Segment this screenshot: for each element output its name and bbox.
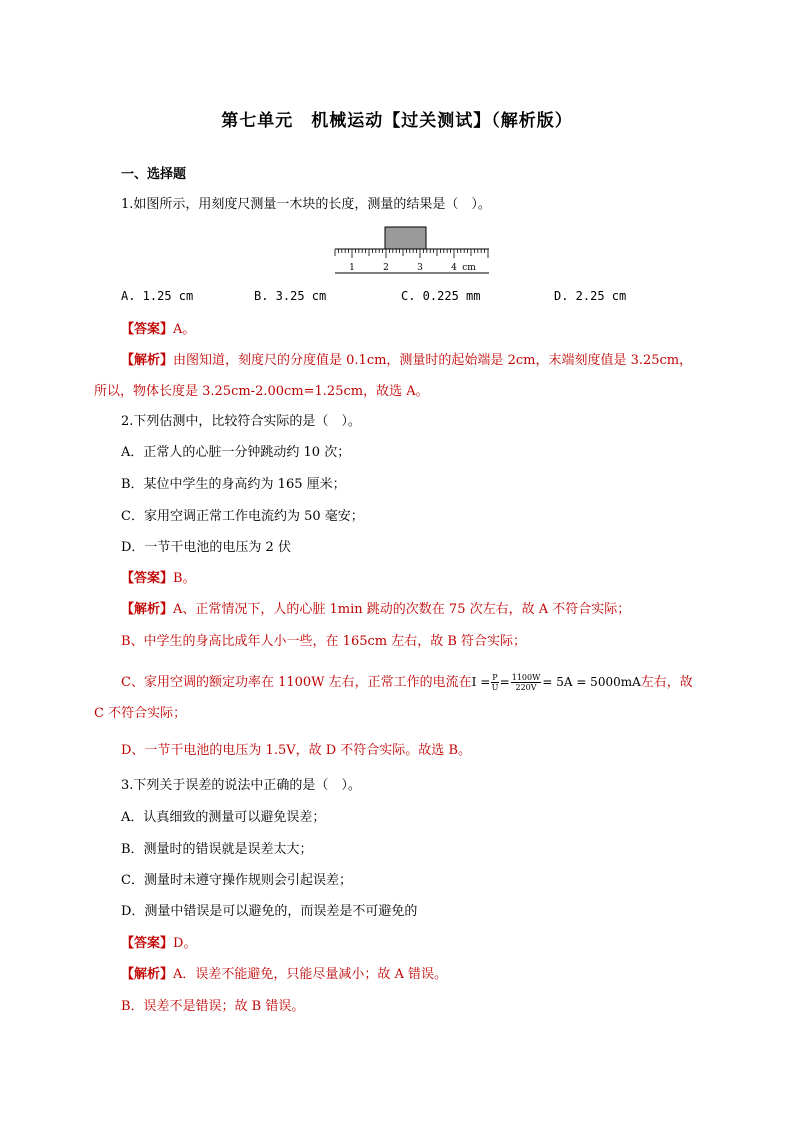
- q3-option-c: C．测量时未遵守操作规则会引起误差；: [121, 873, 352, 888]
- q3-option-d: D．测量中错误是可以避免的，而误差是不可避免的: [121, 904, 418, 919]
- q1-option-b: B. 3.25 cm: [254, 289, 327, 303]
- analysis-label: 【解析】: [121, 353, 174, 368]
- q2-stem: 2.下列估测中，比较符合实际的是（ ）。: [121, 414, 361, 429]
- q1-option-c: C. 0.225 mm: [401, 289, 481, 303]
- q2-analysis-c-line2: C 不符合实际；: [94, 706, 187, 721]
- wooden-block: [385, 227, 426, 249]
- ruler-label-1: 1: [349, 263, 355, 273]
- formula-den: 220V: [515, 683, 537, 692]
- q3-option-b: B．测量时的错误就是误差太大；: [121, 842, 313, 857]
- q1-analysis-line2: 所以，物体长度是 3.25cm-2.00cm=1.25cm，故选 A。: [94, 384, 429, 399]
- q2-analysis-b: B、中学生的身高比成年人小一些，在 165cm 左右，故 B 符合实际；: [121, 634, 527, 649]
- formula-lhs: I =: [471, 675, 491, 689]
- analysis-text: 由图知道，刻度尺的分度值是 0.1cm，测量时的起始端是 2cm，末端刻度值是 3.25cm，: [173, 353, 693, 368]
- q1-option-d: D. 2.25 cm: [554, 289, 627, 303]
- answer-label: 【答案】: [121, 936, 174, 951]
- page-title: 第七单元 机械运动【过关测试】（解析版）: [221, 111, 573, 131]
- formula-u: U: [491, 683, 499, 692]
- q2-option-c: C．家用空调正常工作电流约为 50 毫安；: [121, 509, 364, 524]
- ruler-figure: [333, 225, 493, 277]
- q3-analysis-b: B．误差不是错误；故 B 错误。: [121, 999, 305, 1014]
- formula-frac-values: [511, 673, 542, 692]
- current-formula: I = $\frac{P}{U}$ = $\frac{1100W}{220V}$ = 5A = 5000mA: [471, 673, 641, 692]
- q2-option-a: A．正常人的心脏一分钟跳动约 10 次；: [121, 445, 351, 460]
- answer-value: B。: [173, 571, 196, 586]
- ruler-ticks: [335, 249, 488, 258]
- analysis-label: 【解析】: [121, 602, 174, 617]
- q1-answer: [121, 320, 195, 340]
- q3-answer: [121, 934, 196, 954]
- q2-analysis-d: D、一节干电池的电压为 1.5V，故 D 不符合实际。故选 B。: [121, 743, 471, 758]
- answer-value: A。: [173, 322, 196, 337]
- q2-answer: [121, 569, 196, 589]
- answer-value: D。: [173, 936, 197, 951]
- formula-frac-pu: [491, 673, 498, 692]
- q2-option-b: B．某位中学生的身高约为 165 厘米；: [121, 477, 346, 492]
- q3-stem: 3.下列关于误差的说法中正确的是（ ）。: [121, 778, 361, 793]
- q2-option-d: D．一节干电池的电压为 2 伏: [121, 540, 291, 555]
- q1-option-a: A. 1.25 cm: [121, 289, 194, 303]
- q1-analysis-line1: [121, 351, 692, 371]
- q2-analysis-c: [121, 672, 693, 693]
- analysis-text: A．误差不能避免，只能尽量减小；故 A 错误。: [173, 967, 448, 982]
- analysis-c-post: 左右，故: [640, 675, 693, 690]
- analysis-label: 【解析】: [121, 967, 174, 982]
- ruler-label-3: 3: [417, 263, 423, 273]
- section-heading: 一、选择题: [121, 167, 187, 182]
- q1-stem: 1.如图所示，用刻度尺测量一木块的长度，测量的结果是（ ）。: [121, 197, 491, 212]
- ruler-label-cm: cm: [462, 263, 476, 273]
- answer-label: 【答案】: [121, 322, 174, 337]
- q3-analysis-a: [121, 965, 447, 985]
- analysis-text: A、正常情况下，人的心脏 1min 跳动的次数在 75 次左右，故 A 不符合实际；: [173, 602, 631, 617]
- q3-option-a: A．认真细致的测量可以避免误差；: [121, 810, 326, 825]
- q2-analysis-a: [121, 600, 630, 620]
- ruler-label-2: 2: [383, 263, 389, 273]
- analysis-c-pre: C、家用空调的额定功率在 1100W 左右，正常工作的电流在: [121, 675, 472, 690]
- formula-rhs: = 5A = 5000mA: [542, 675, 641, 689]
- formula-p: P: [492, 673, 498, 682]
- formula-num: 1100W: [511, 673, 541, 682]
- ruler-label-4: 4: [451, 263, 457, 273]
- answer-label: 【答案】: [121, 571, 174, 586]
